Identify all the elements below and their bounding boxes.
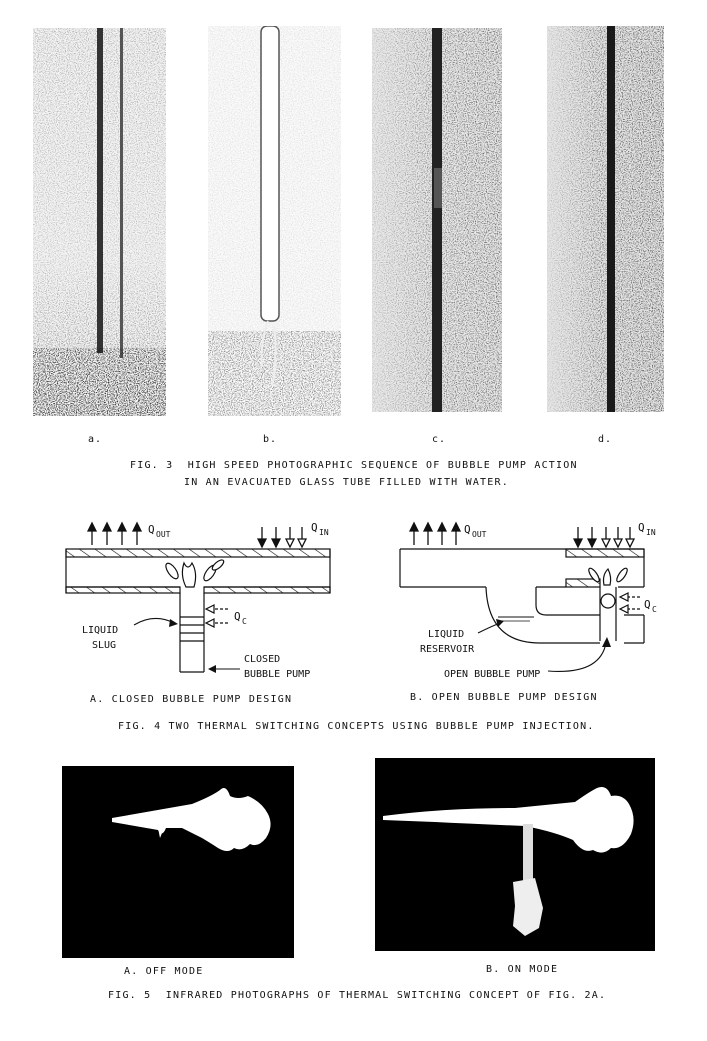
fig4-right-qout: Q	[464, 523, 471, 536]
fig5-photo-off-mode	[62, 766, 294, 958]
fig4-right-liquid-2: RESERVOIR	[420, 644, 475, 655]
fig3-label-b: b.	[263, 434, 278, 445]
fig4-left-qin-sub: IN	[319, 528, 329, 537]
fig3-caption-line2: IN AN EVACUATED GLASS TUBE FILLED WITH WATER.	[184, 477, 509, 488]
fig3-label-d: d.	[598, 434, 613, 445]
fig4-left-liquid-slug-2: SLUG	[92, 640, 117, 651]
fig5-right-label: B. ON MODE	[486, 964, 559, 975]
fig3-photo-d	[547, 26, 664, 412]
fig4-right-open-pump: OPEN BUBBLE PUMP	[444, 669, 541, 680]
fig4-caption: FIG. 4 TWO THERMAL SWITCHING CONCEPTS USING BUBBLE PUMP INJECTION.	[118, 721, 595, 732]
fig4-left-qc-sub: C	[242, 617, 247, 626]
fig4-left-diagram	[66, 521, 330, 680]
fig4-right-qout-sub: OUT	[472, 530, 487, 539]
fig3-photo-c	[372, 28, 502, 412]
fig4-right-qc: Q	[644, 598, 651, 611]
fig4-right-diagram	[400, 521, 657, 680]
fig4-diagram	[0, 505, 707, 720]
fig4-left-closed-1: CLOSED	[244, 654, 281, 665]
fig4-left-caption: A. CLOSED BUBBLE PUMP DESIGN	[90, 694, 293, 705]
fig4-right-caption: B. OPEN BUBBLE PUMP DESIGN	[410, 692, 598, 703]
fig3-photo-a	[33, 28, 166, 416]
fig3-label-c: c.	[432, 434, 447, 445]
fig4-right-qin-sub: IN	[646, 528, 656, 537]
fig4-right-qin: Q	[638, 521, 645, 534]
fig4-right-qc-sub: C	[652, 605, 657, 614]
fig4-left-qin: Q	[311, 521, 318, 534]
fig3-caption-line1: FIG. 3 HIGH SPEED PHOTOGRAPHIC SEQUENCE OF BUBBLE PUMP ACTION	[130, 460, 578, 471]
fig3-label-a: a.	[88, 434, 103, 445]
fig5-caption: FIG. 5 INFRARED PHOTOGRAPHS OF THERMAL SWITCHING CONCEPT OF FIG. 2A.	[108, 990, 607, 1001]
fig5-photo-on-mode	[375, 758, 655, 951]
fig5-left-label: A. OFF MODE	[124, 966, 204, 977]
fig4-left-liquid-slug-1: LIQUID	[82, 625, 119, 636]
fig4-left-qout-sub: OUT	[156, 530, 171, 539]
fig4-left-closed-2: BUBBLE PUMP	[244, 669, 311, 680]
fig4-left-qout: Q	[148, 523, 155, 536]
fig4-right-liquid-1: LIQUID	[428, 629, 465, 640]
fig3-photo-b	[208, 26, 341, 416]
fig4-left-qc: Q	[234, 610, 241, 623]
